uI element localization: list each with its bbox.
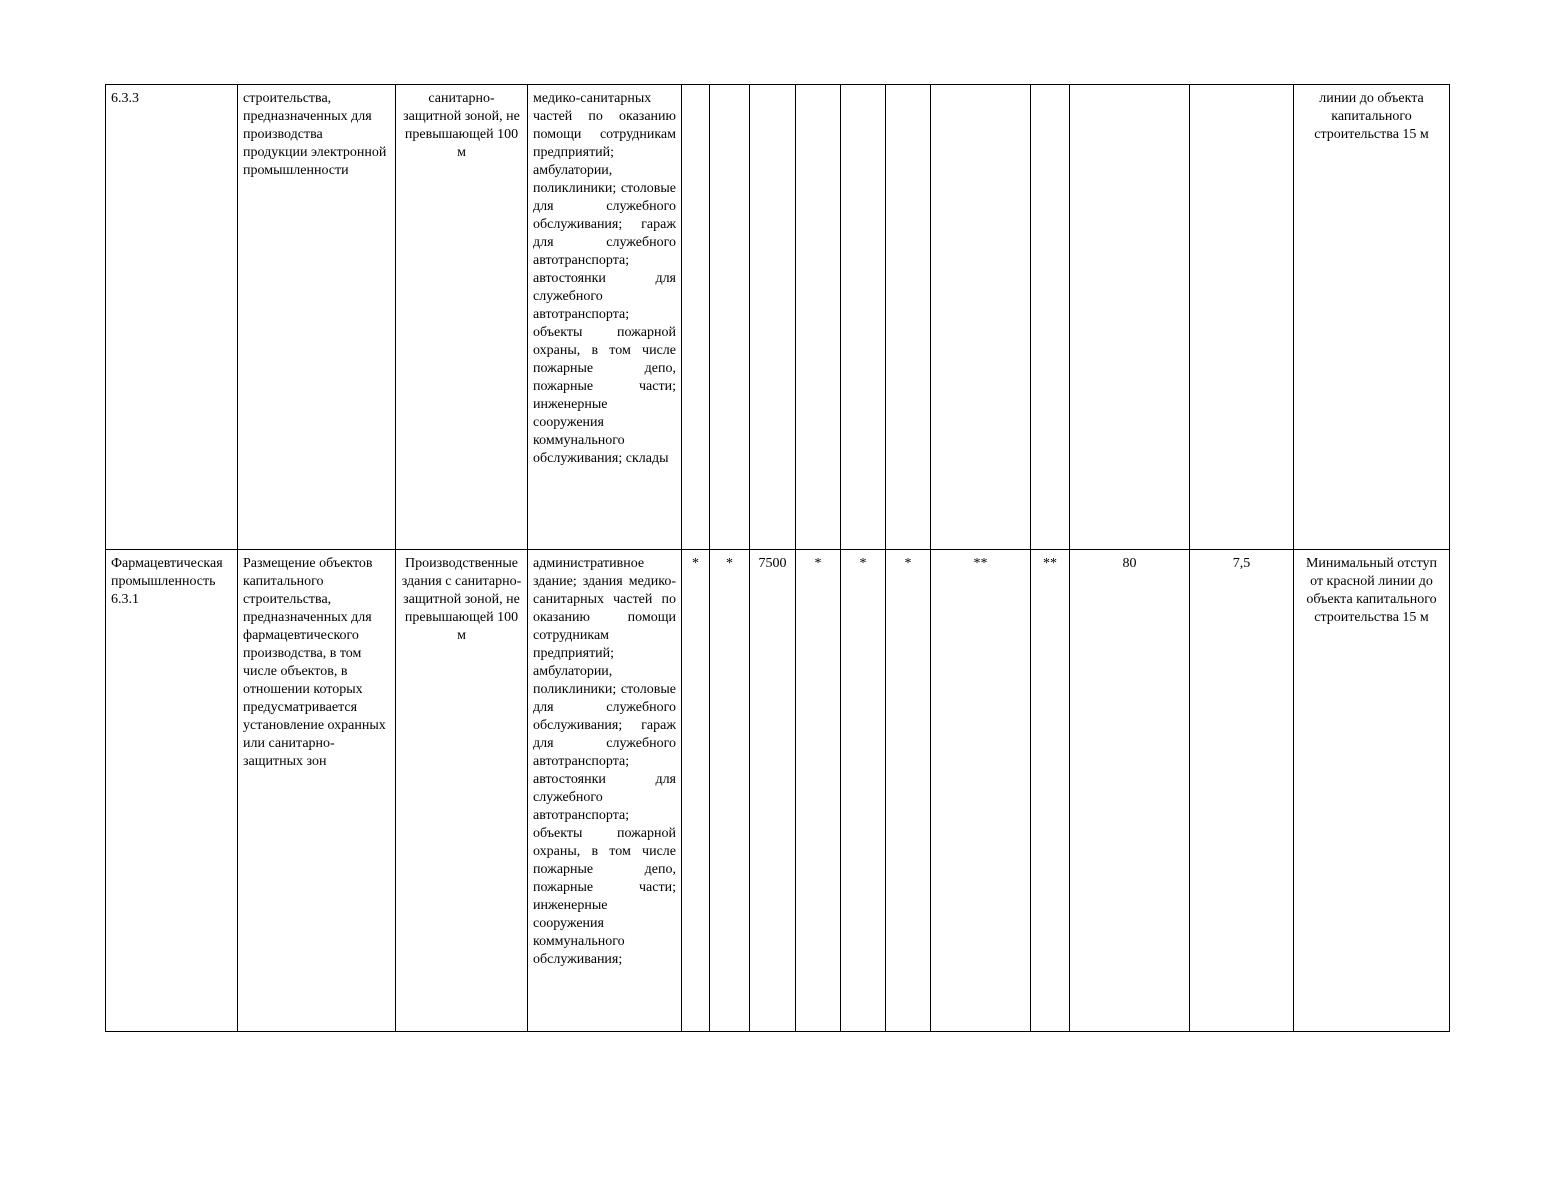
cell-param-10: 7,5 <box>1190 550 1294 1032</box>
cell-notes: Минимальный отступ от красной линии до объекта капитального строительства 15 м <box>1294 550 1450 1032</box>
cell-param-9 <box>1070 85 1190 550</box>
cell-notes: линии до объекта капитального строительства 15 м <box>1294 85 1450 550</box>
cell-param-4: * <box>796 550 841 1032</box>
cell-param-8 <box>1031 85 1070 550</box>
cell-param-7 <box>931 85 1031 550</box>
cell-param-2 <box>710 85 750 550</box>
cell-description: строительства, предназначенных для производства продукции электронной промышленности <box>238 85 396 550</box>
cell-param-1: * <box>682 550 710 1032</box>
cell-main-use: санитарно-защитной зоной, не превышающей 100 м <box>396 85 528 550</box>
cell-param-4 <box>796 85 841 550</box>
table-row <box>106 85 1450 550</box>
cell-param-2: * <box>710 550 750 1032</box>
cell-param-6: * <box>886 550 931 1032</box>
cell-code: Фармацевтическая промышленность 6.3.1 <box>106 550 238 1032</box>
cell-auxiliary-use: медико-санитарных частей по оказанию помощи сотрудникам предприятий; амбулатории, поликлиники; столовые для служебного обслуживания; гараж для служебного автотранспорта; автостоянки для служебного автотранспорта; объекты пожарной охраны, в том числе пожарные депо, пожарные части; инженерные сооружения коммунального обслуживания; склады <box>528 85 682 550</box>
cell-param-5 <box>841 85 886 550</box>
cell-param-1 <box>682 85 710 550</box>
cell-param-10 <box>1190 85 1294 550</box>
cell-main-use: Производственные здания с санитарно-защитной зоной, не превышающей 100 м <box>396 550 528 1032</box>
cell-param-3: 7500 <box>750 550 796 1032</box>
cell-code: 6.3.3 <box>106 85 238 550</box>
cell-param-3 <box>750 85 796 550</box>
regulations-table <box>105 84 1450 1032</box>
cell-description: Размещение объектов капитального строительства, предназначенных для фармацевтического производства, в том числе объектов, в отношении которых предусматривается установление охранных или санитарно-защитных зон <box>238 550 396 1032</box>
cell-param-9: 80 <box>1070 550 1190 1032</box>
cell-param-7: ** <box>931 550 1031 1032</box>
cell-param-5: * <box>841 550 886 1032</box>
cell-param-8: ** <box>1031 550 1070 1032</box>
table-row <box>106 550 1450 1032</box>
cell-param-6 <box>886 85 931 550</box>
cell-auxiliary-use: административное здание; здания медико-санитарных частей по оказанию помощи сотрудникам предприятий; амбулатории, поликлиники; столовые для служебного обслуживания; гараж для служебного автотранспорта; автостоянки для служебного автотранспорта; объекты пожарной охраны, в том числе пожарные депо, пожарные части; инженерные сооружения коммунального обслуживания; <box>528 550 682 1032</box>
